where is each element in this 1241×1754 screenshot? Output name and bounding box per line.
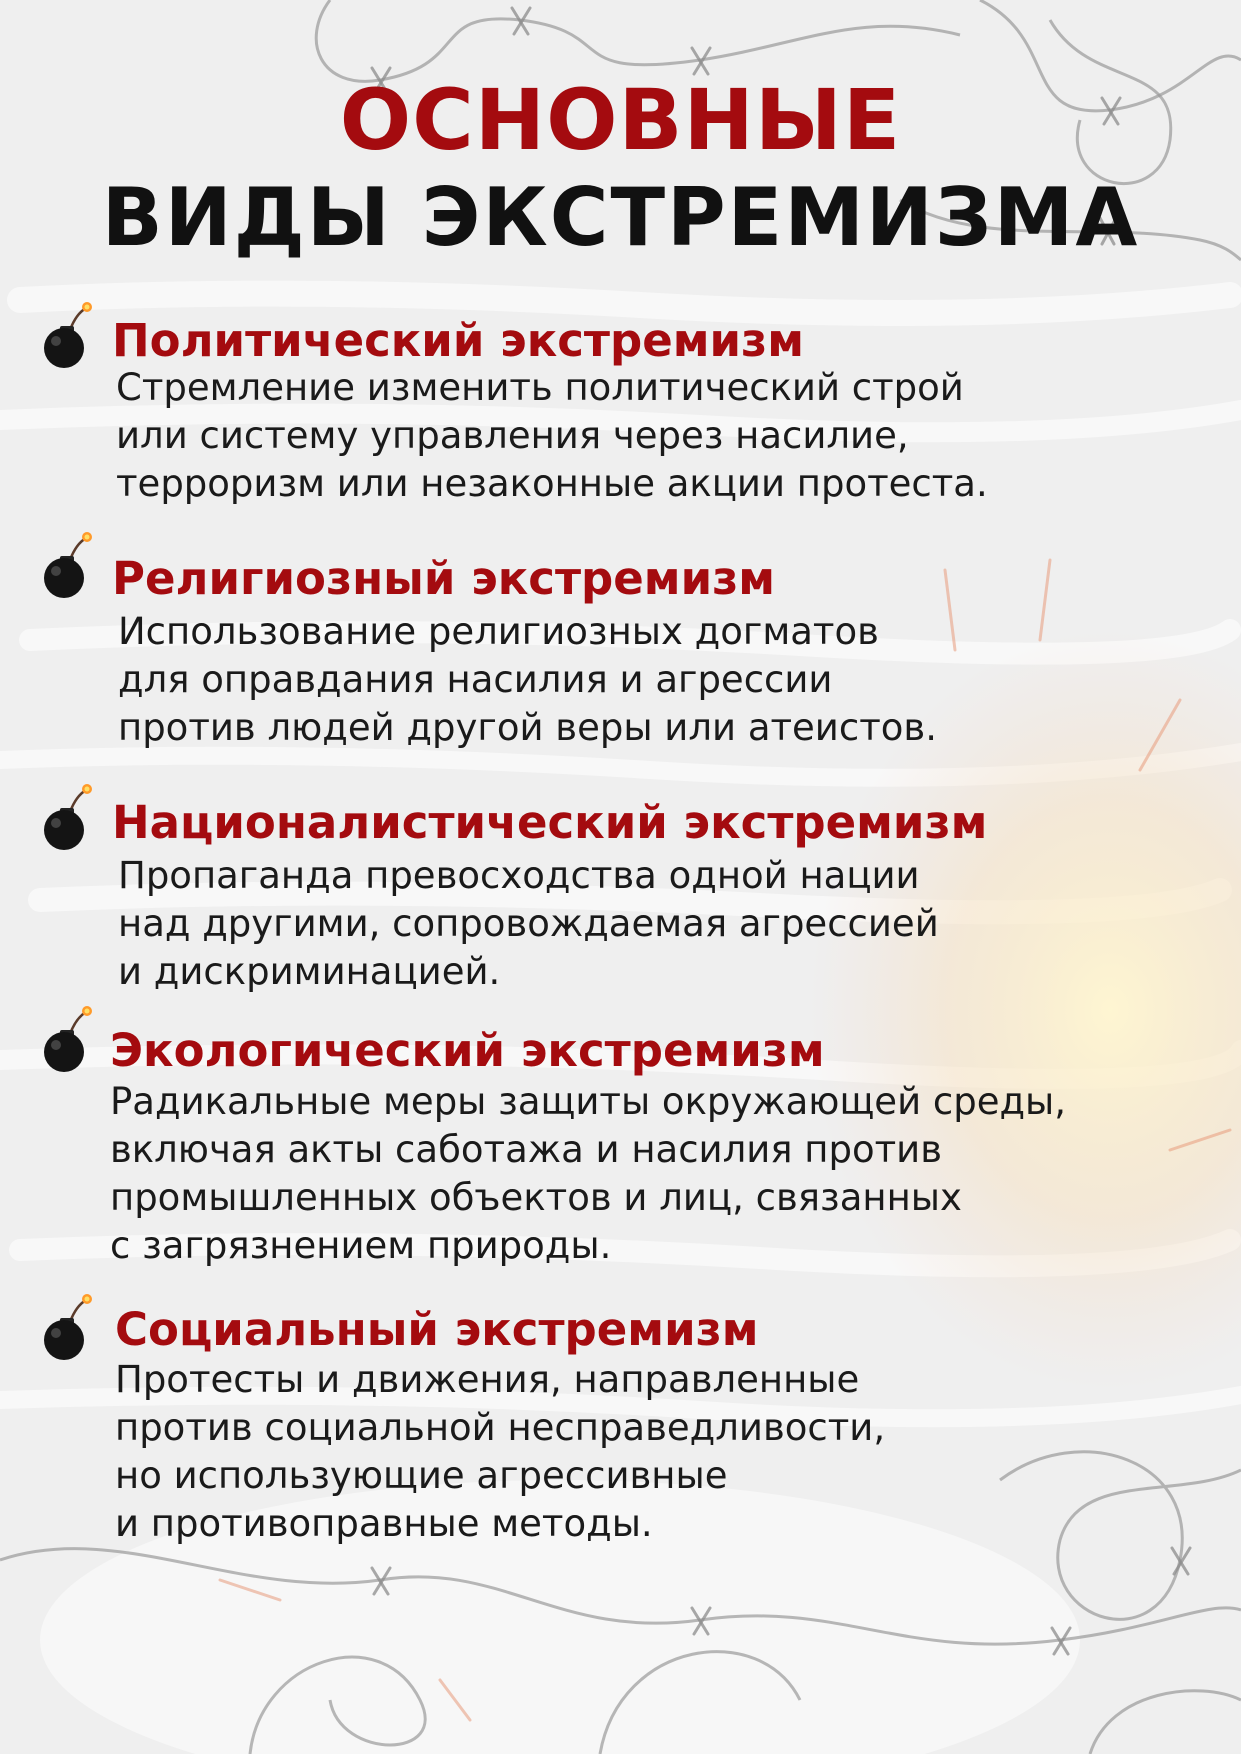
bomb-icon: [40, 530, 94, 600]
item-heading: Экологический экстремизм: [110, 1024, 825, 1077]
page-title-line-1: ОСНОВНЫЕ: [339, 71, 902, 169]
item-description: Использование религиозных догматов для оправдания насилия и агрессии против людей другой веры или атеистов.: [118, 610, 937, 749]
item-description: Протесты и движения, направленные против социальной несправедливости, но использующие агрессивные и противоправные методы.: [115, 1358, 886, 1545]
bomb-icon: [40, 1292, 94, 1362]
bomb-icon: [40, 300, 94, 370]
item-heading: Политический экстремизм: [112, 314, 804, 367]
item-heading: Религиозный экстремизм: [112, 552, 776, 605]
item-description: Пропаганда превосходства одной нации над другими, сопровождаемая агрессией и дискриминацией.: [118, 854, 939, 993]
page-title-line-2: ВИДЫ ЭКСТРЕМИЗМА: [101, 171, 1140, 264]
item-heading: Националистический экстремизм: [112, 796, 988, 849]
bomb-icon: [40, 782, 94, 852]
item-description: Радикальные меры защиты окружающей среды, включая акты саботажа и насилия против промышленных объектов и лиц, связанных с загрязнением природы.: [110, 1080, 1067, 1267]
item-heading: Социальный экстремизм: [115, 1303, 759, 1356]
item-description: Стремление изменить политический строй или систему управления через насилие, терроризм или незаконные акции протеста.: [116, 366, 988, 505]
bomb-icon: [40, 1004, 94, 1074]
